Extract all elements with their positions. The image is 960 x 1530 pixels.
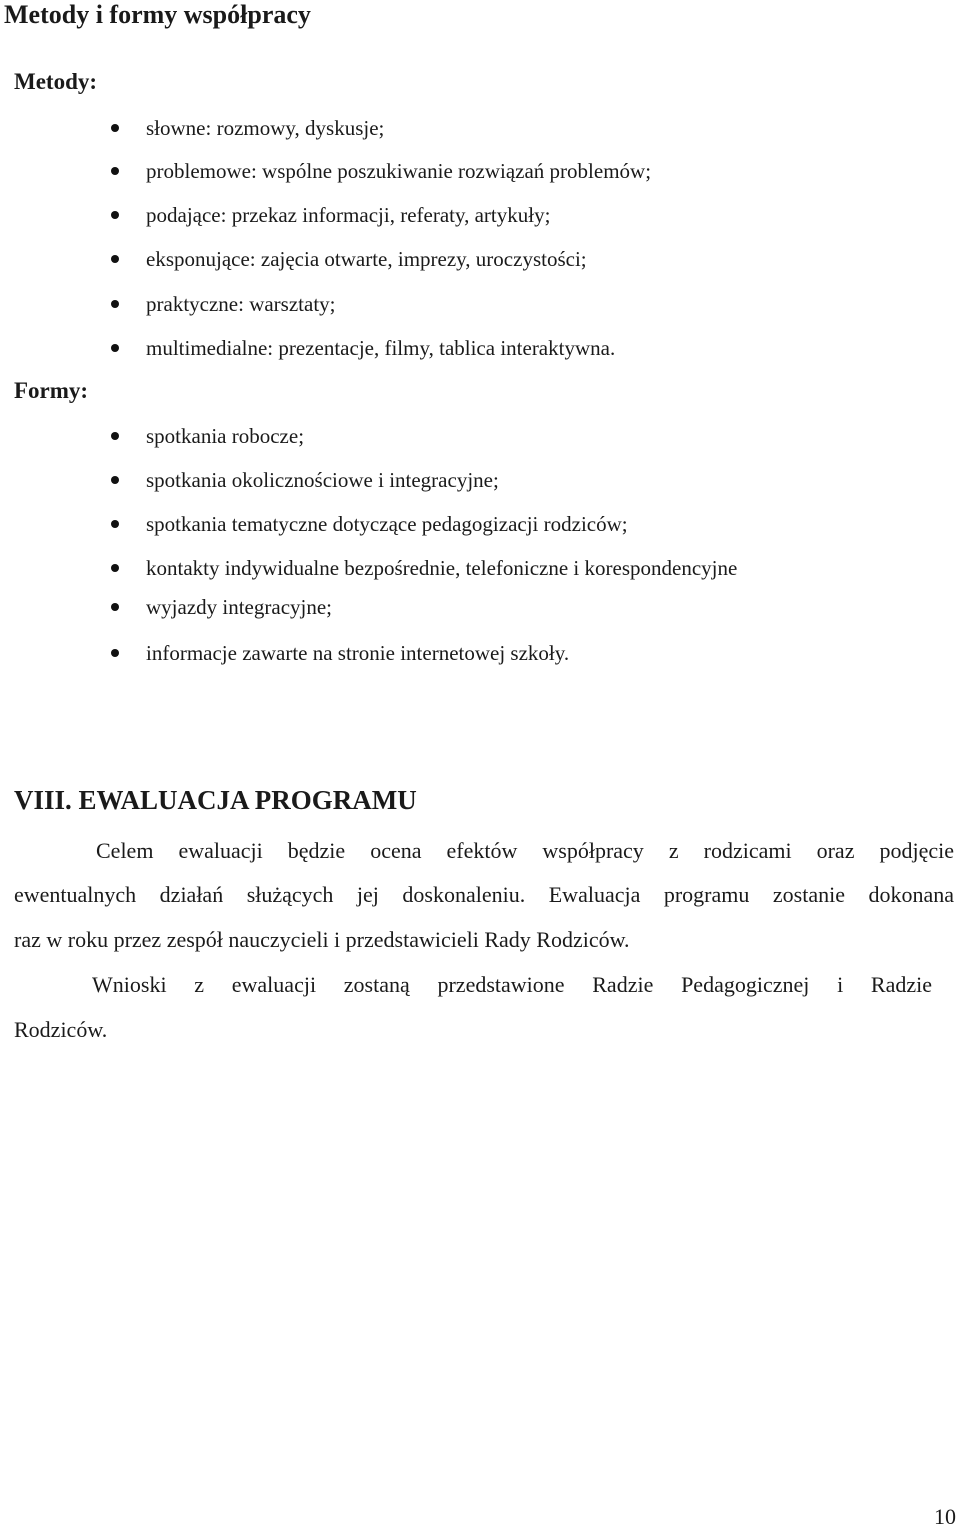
bullet-icon [111, 603, 119, 611]
bullet-icon [111, 344, 119, 352]
paragraph-line: Celem ewaluacji będzie ocena efektów współpracy z rodzicami oraz podjęcie [96, 838, 954, 863]
bullet-icon [111, 564, 119, 572]
list-item: podające: przekaz informacji, referaty, artykuły; [146, 202, 550, 228]
list-item: praktyczne: warsztaty; [146, 291, 336, 317]
page-number: 10 [934, 1504, 956, 1529]
list-item: eksponujące: zajęcia otwarte, imprezy, uroczystości; [146, 246, 587, 272]
list-item: problemowe: wspólne poszukiwanie rozwiązań problemów; [146, 158, 651, 184]
section-heading: VIII. EWALUACJA PROGRAMU [14, 785, 417, 815]
list-item: informacje zawarte na stronie internetowej szkoły. [146, 640, 569, 666]
list-item: spotkania tematyczne dotyczące pedagogizacji rodziców; [146, 511, 628, 537]
bullet-icon [111, 476, 119, 484]
bullet-icon [111, 649, 119, 657]
page-title: Metody i formy współpracy [4, 0, 311, 29]
list-item: słowne: rozmowy, dyskusje; [146, 115, 384, 141]
bullet-icon [111, 432, 119, 440]
paragraph-line: ewentualnych działań służących jej doskonaleniu. Ewaluacja programu zostanie dokonana [14, 882, 954, 907]
paragraph-line: raz w roku przez zespół nauczycieli i przedstawicieli Rady Rodziców. [14, 927, 630, 952]
bullet-icon [111, 167, 119, 175]
list-item: wyjazdy integracyjne; [146, 594, 332, 620]
bullet-icon [111, 124, 119, 132]
methods-label: Metody: [14, 69, 98, 94]
bullet-icon [111, 520, 119, 528]
bullet-icon [111, 300, 119, 308]
list-item: multimedialne: prezentacje, filmy, tablica interaktywna. [146, 335, 615, 361]
paragraph-line: Wnioski z ewaluacji zostaną przedstawione Radzie Pedagogicznej i Radzie [92, 972, 932, 997]
list-item: spotkania okolicznościowe i integracyjne; [146, 467, 499, 493]
bullet-icon [111, 255, 119, 263]
paragraph-line: Rodziców. [14, 1017, 108, 1042]
list-item: spotkania robocze; [146, 423, 304, 449]
list-item: kontakty indywidualne bezpośrednie, telefoniczne i korespondencyjne [146, 555, 737, 581]
bullet-icon [111, 211, 119, 219]
forms-label: Formy: [14, 378, 89, 403]
